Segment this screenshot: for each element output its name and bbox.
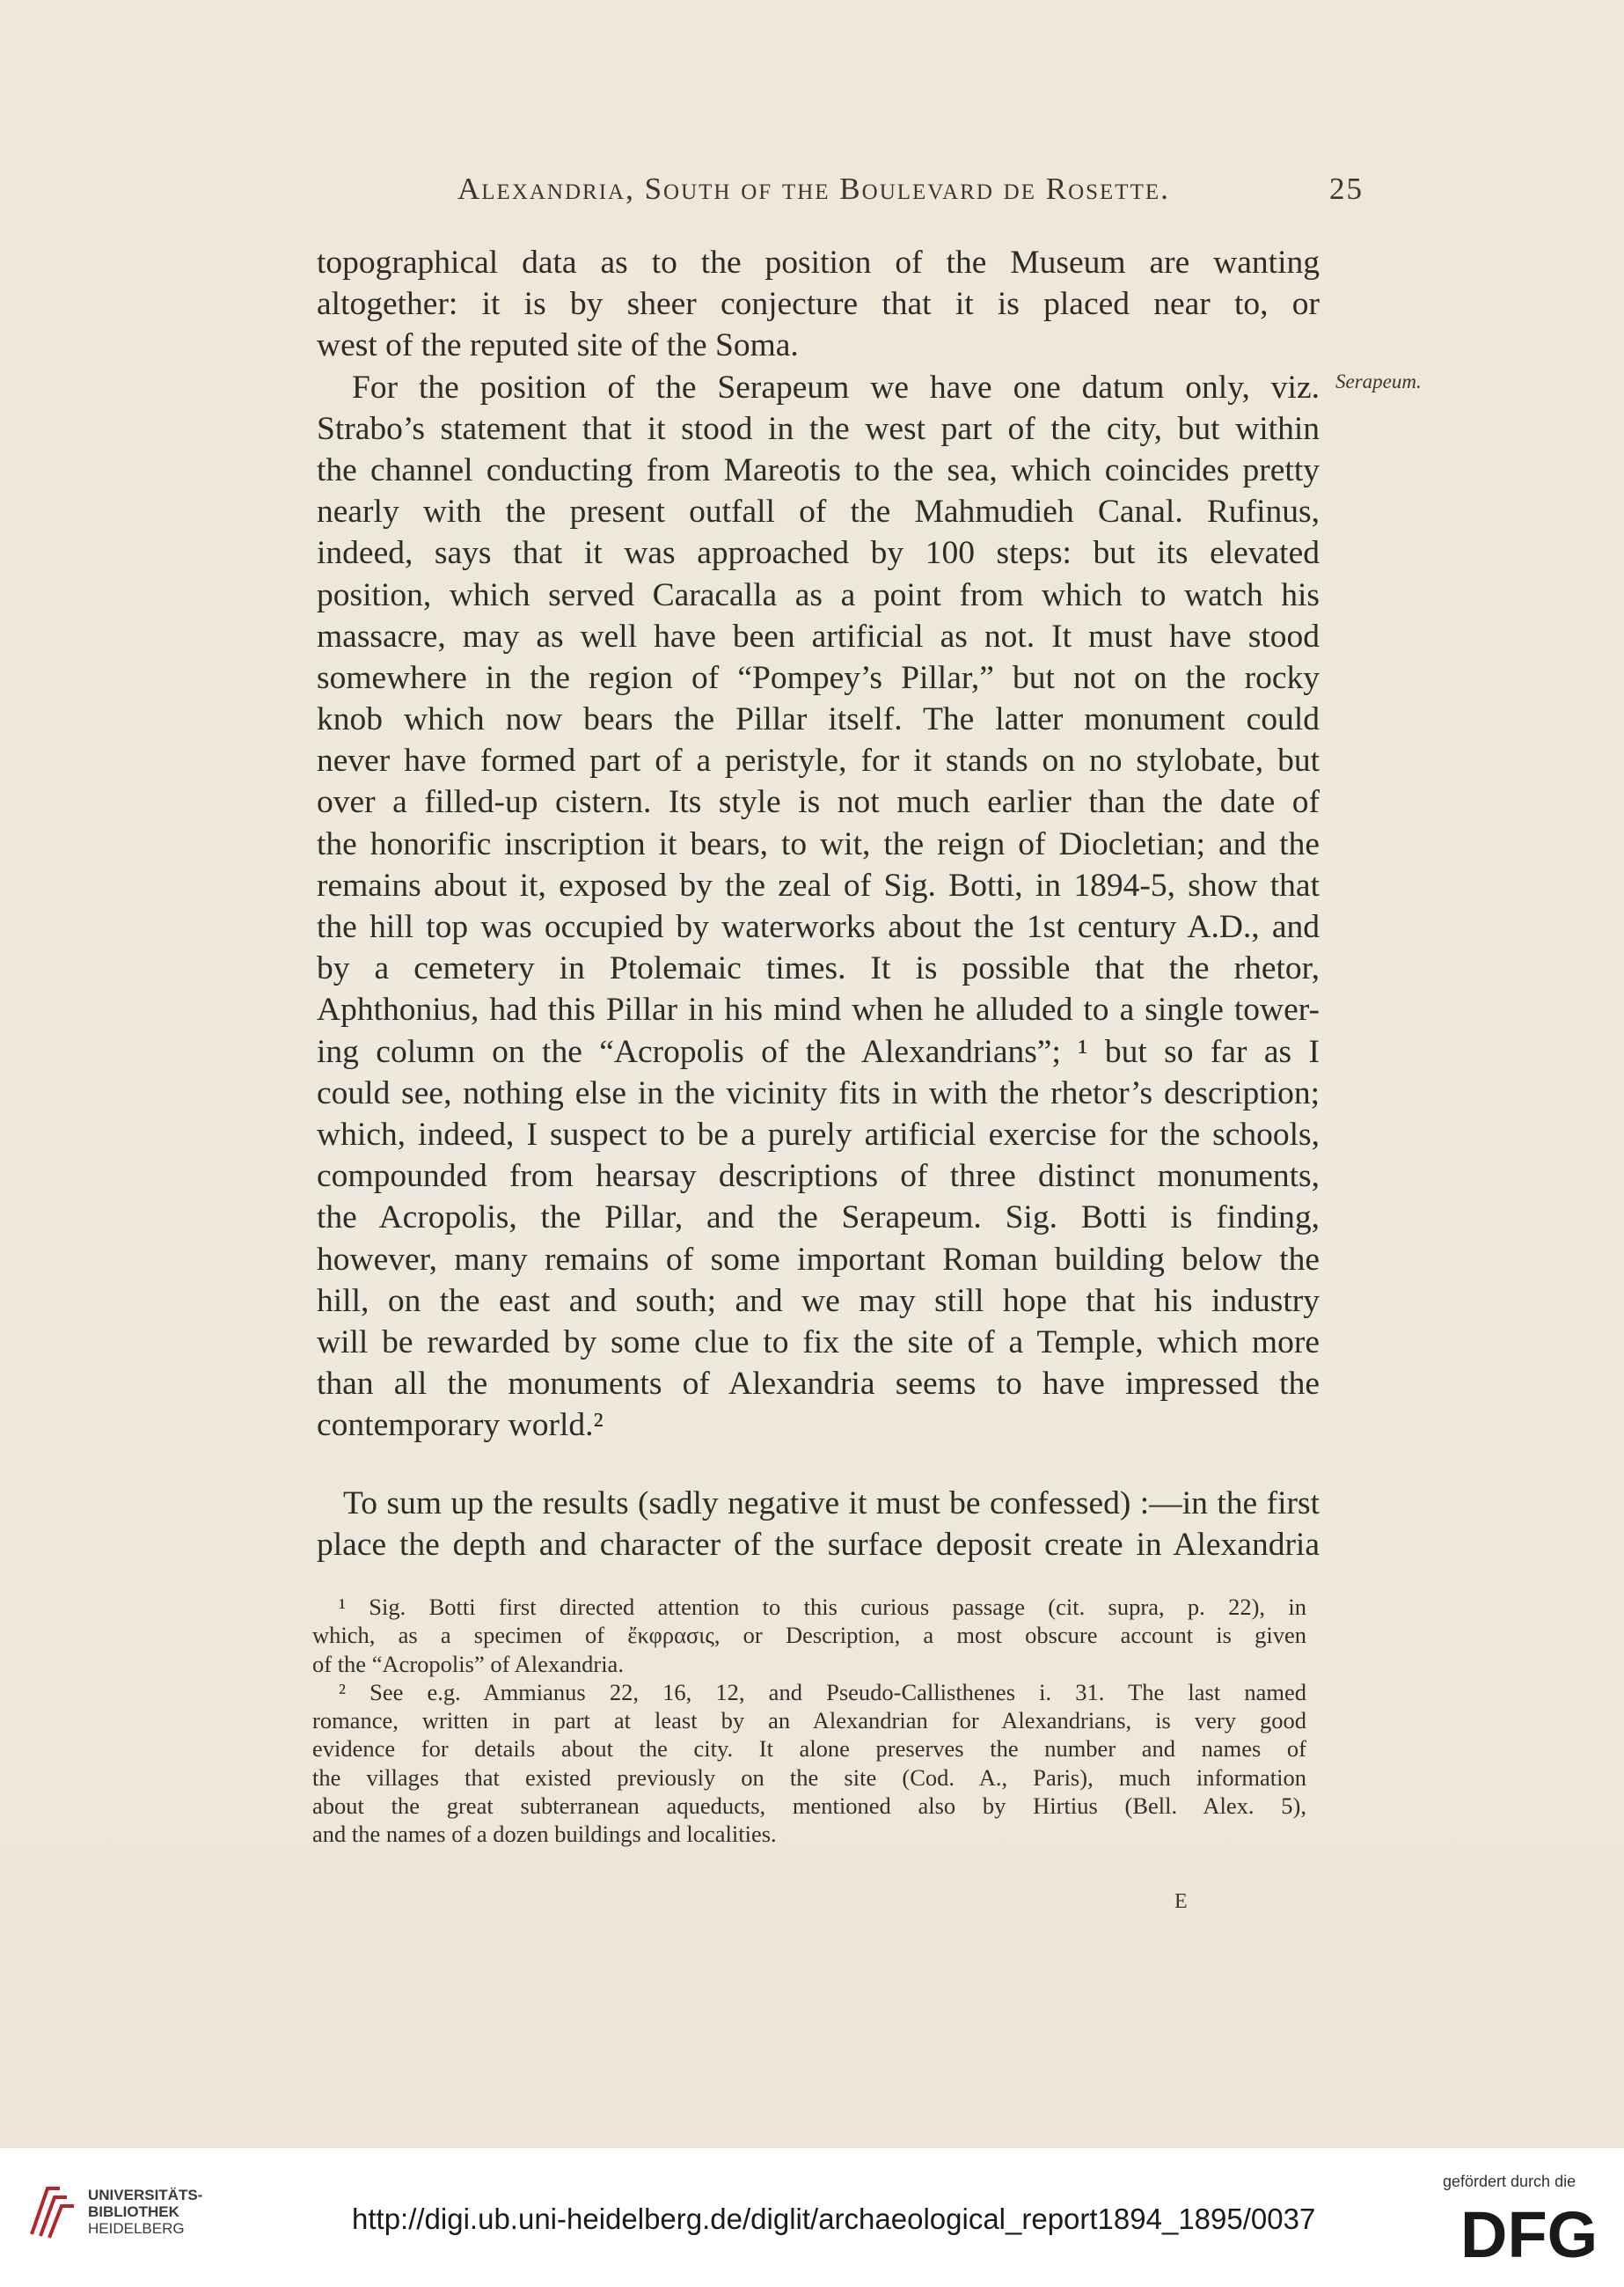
text-line: contemporary world.²: [317, 1407, 604, 1444]
text-line: the Acropolis, the Pillar, and the Serapeum. Sig. Botti is finding,: [317, 1199, 1320, 1236]
text-line: indeed, says that it was approached by 100 steps: but its elevated: [317, 535, 1320, 572]
text-line: position, which served Caracalla as a point from which to watch his: [317, 576, 1320, 613]
text-line: however, many remains of some important Roman building below the: [317, 1241, 1320, 1278]
text-line: compounded from hearsay descriptions of three distinct monuments,: [317, 1158, 1320, 1195]
body-paragraph-2: [317, 1483, 1320, 1565]
text-line: Aphthonius, had this Pillar in his mind when he alluded to a single tower-: [317, 992, 1320, 1029]
text-line: which, indeed, I suspect to be a purely artificial exercise for the schools,: [317, 1116, 1320, 1153]
text-line: somewhere in the region of “Pompey’s Pillar,” but not on the rocky: [317, 659, 1320, 696]
text-line: never have formed part of a peristyle, for it stands on no stylobate, but: [317, 743, 1320, 780]
page-number: 25: [1329, 172, 1364, 206]
footnote-line: and the names of a dozen buildings and localities.: [312, 1821, 777, 1848]
text-line: For the position of the Serapeum we have one datum only, viz.: [352, 369, 1320, 406]
footnote-line: romance, written in part at least by an Alexandrian for Alexandrians, is very good: [312, 1707, 1306, 1734]
running-head: Alexandria, South of the Boulevard de Rosette.: [457, 172, 1170, 206]
text-line: hill, on the east and south; and we may still hope that his industry: [317, 1282, 1320, 1319]
text-line: nearly with the present outfall of the Mahmudieh Canal. Rufinus,: [317, 494, 1320, 531]
text-line: the honorific inscription it bears, to wit, the reign of Diocletian; and the: [317, 825, 1320, 862]
text-line: the hill top was occupied by waterworks about the 1st century A.D., and: [317, 909, 1320, 945]
text-line: massacre, may as well have been artificial as not. It must have stood: [317, 618, 1320, 655]
text-line: ing column on the “Acropolis of the Alexandrians”; ¹ but so far as I: [317, 1033, 1320, 1070]
footnote-line: ² See e.g. Ammianus 22, 16, 12, and Pseudo-Callisthenes i. 31. The last named: [339, 1678, 1306, 1705]
text-line: could see, nothing else in the vicinity fits in with the rhetor’s description;: [317, 1074, 1320, 1111]
text-line: place the depth and character of the surface deposit create in Alexandria: [317, 1527, 1320, 1564]
text-line: To sum up the results (sadly negative it must be confessed) :—in the first: [343, 1485, 1320, 1521]
text-line: altogether: it is by sheer conjecture that it is placed near to, or: [317, 286, 1320, 323]
university-library-logo-icon: [28, 2181, 77, 2241]
margin-note: Serapeum.: [1335, 370, 1422, 392]
text-line: remains about it, exposed by the zeal of Sig. Botti, in 1894-5, show that: [317, 867, 1320, 904]
text-line: over a filled-up cistern. Its style is not much earlier than the date of: [317, 784, 1320, 821]
library-name-line: HEIDELBERG: [88, 2220, 185, 2237]
library-name: [88, 2187, 202, 2237]
dfg-logo-icon: [1460, 2199, 1599, 2266]
footnotes: [312, 1593, 1306, 1849]
text-line: by a cemetery in Ptolemaic times. It is possible that the rhetor,: [317, 950, 1320, 987]
text-line: will be rewarded by some clue to fix the site of a Temple, which more: [317, 1323, 1320, 1360]
signature-mark: E: [1174, 1890, 1188, 1913]
text-line: Strabo’s statement that it stood in the west part of the city, but within: [317, 410, 1320, 447]
text-line: west of the reputed site of the Soma.: [317, 327, 799, 364]
dfg-logo-text: DFG: [1460, 2199, 1598, 2266]
footnote-line: about the great subterranean aqueducts, mentioned also by Hirtius (Bell. Alex. 5),: [312, 1792, 1306, 1820]
library-name-line: BIBLIOTHEK: [88, 2203, 179, 2220]
text-line: topographical data as to the position of the Museum are wanting: [317, 245, 1320, 281]
text-line: the channel conducting from Mareotis to the sea, which coincides pretty: [317, 451, 1320, 488]
footnote-line: evidence for details about the city. It alone preserves the number and names of: [312, 1735, 1306, 1763]
text-line: knob which now bears the Pillar itself. The latter monument could: [317, 701, 1320, 738]
footnote-line: which, as a specimen of ἔκφρασις, or Description, a most obscure account is given: [312, 1622, 1306, 1649]
library-name-line: UNIVERSITÄTS-: [88, 2187, 203, 2203]
viewer-footer: [0, 2147, 1624, 2287]
footnote-line: ¹ Sig. Botti first directed attention to this curious passage (cit. supra, p. 22), in: [339, 1594, 1306, 1620]
footnote-line: the villages that existed previously on the site (Cod. A., Paris), much information: [312, 1763, 1306, 1791]
text-line: than all the monuments of Alexandria seems to have impressed the: [317, 1366, 1320, 1403]
permalink-url[interactable]: http://digi.ub.uni-heidelberg.de/diglit/archaeological_report1894_1895/0037: [352, 2203, 1316, 2235]
body-paragraph-1: [317, 242, 1320, 1446]
footnote-line: of the “Acropolis” of Alexandria.: [312, 1650, 624, 1677]
funded-by-label: gefördert durch die: [1443, 2173, 1576, 2190]
